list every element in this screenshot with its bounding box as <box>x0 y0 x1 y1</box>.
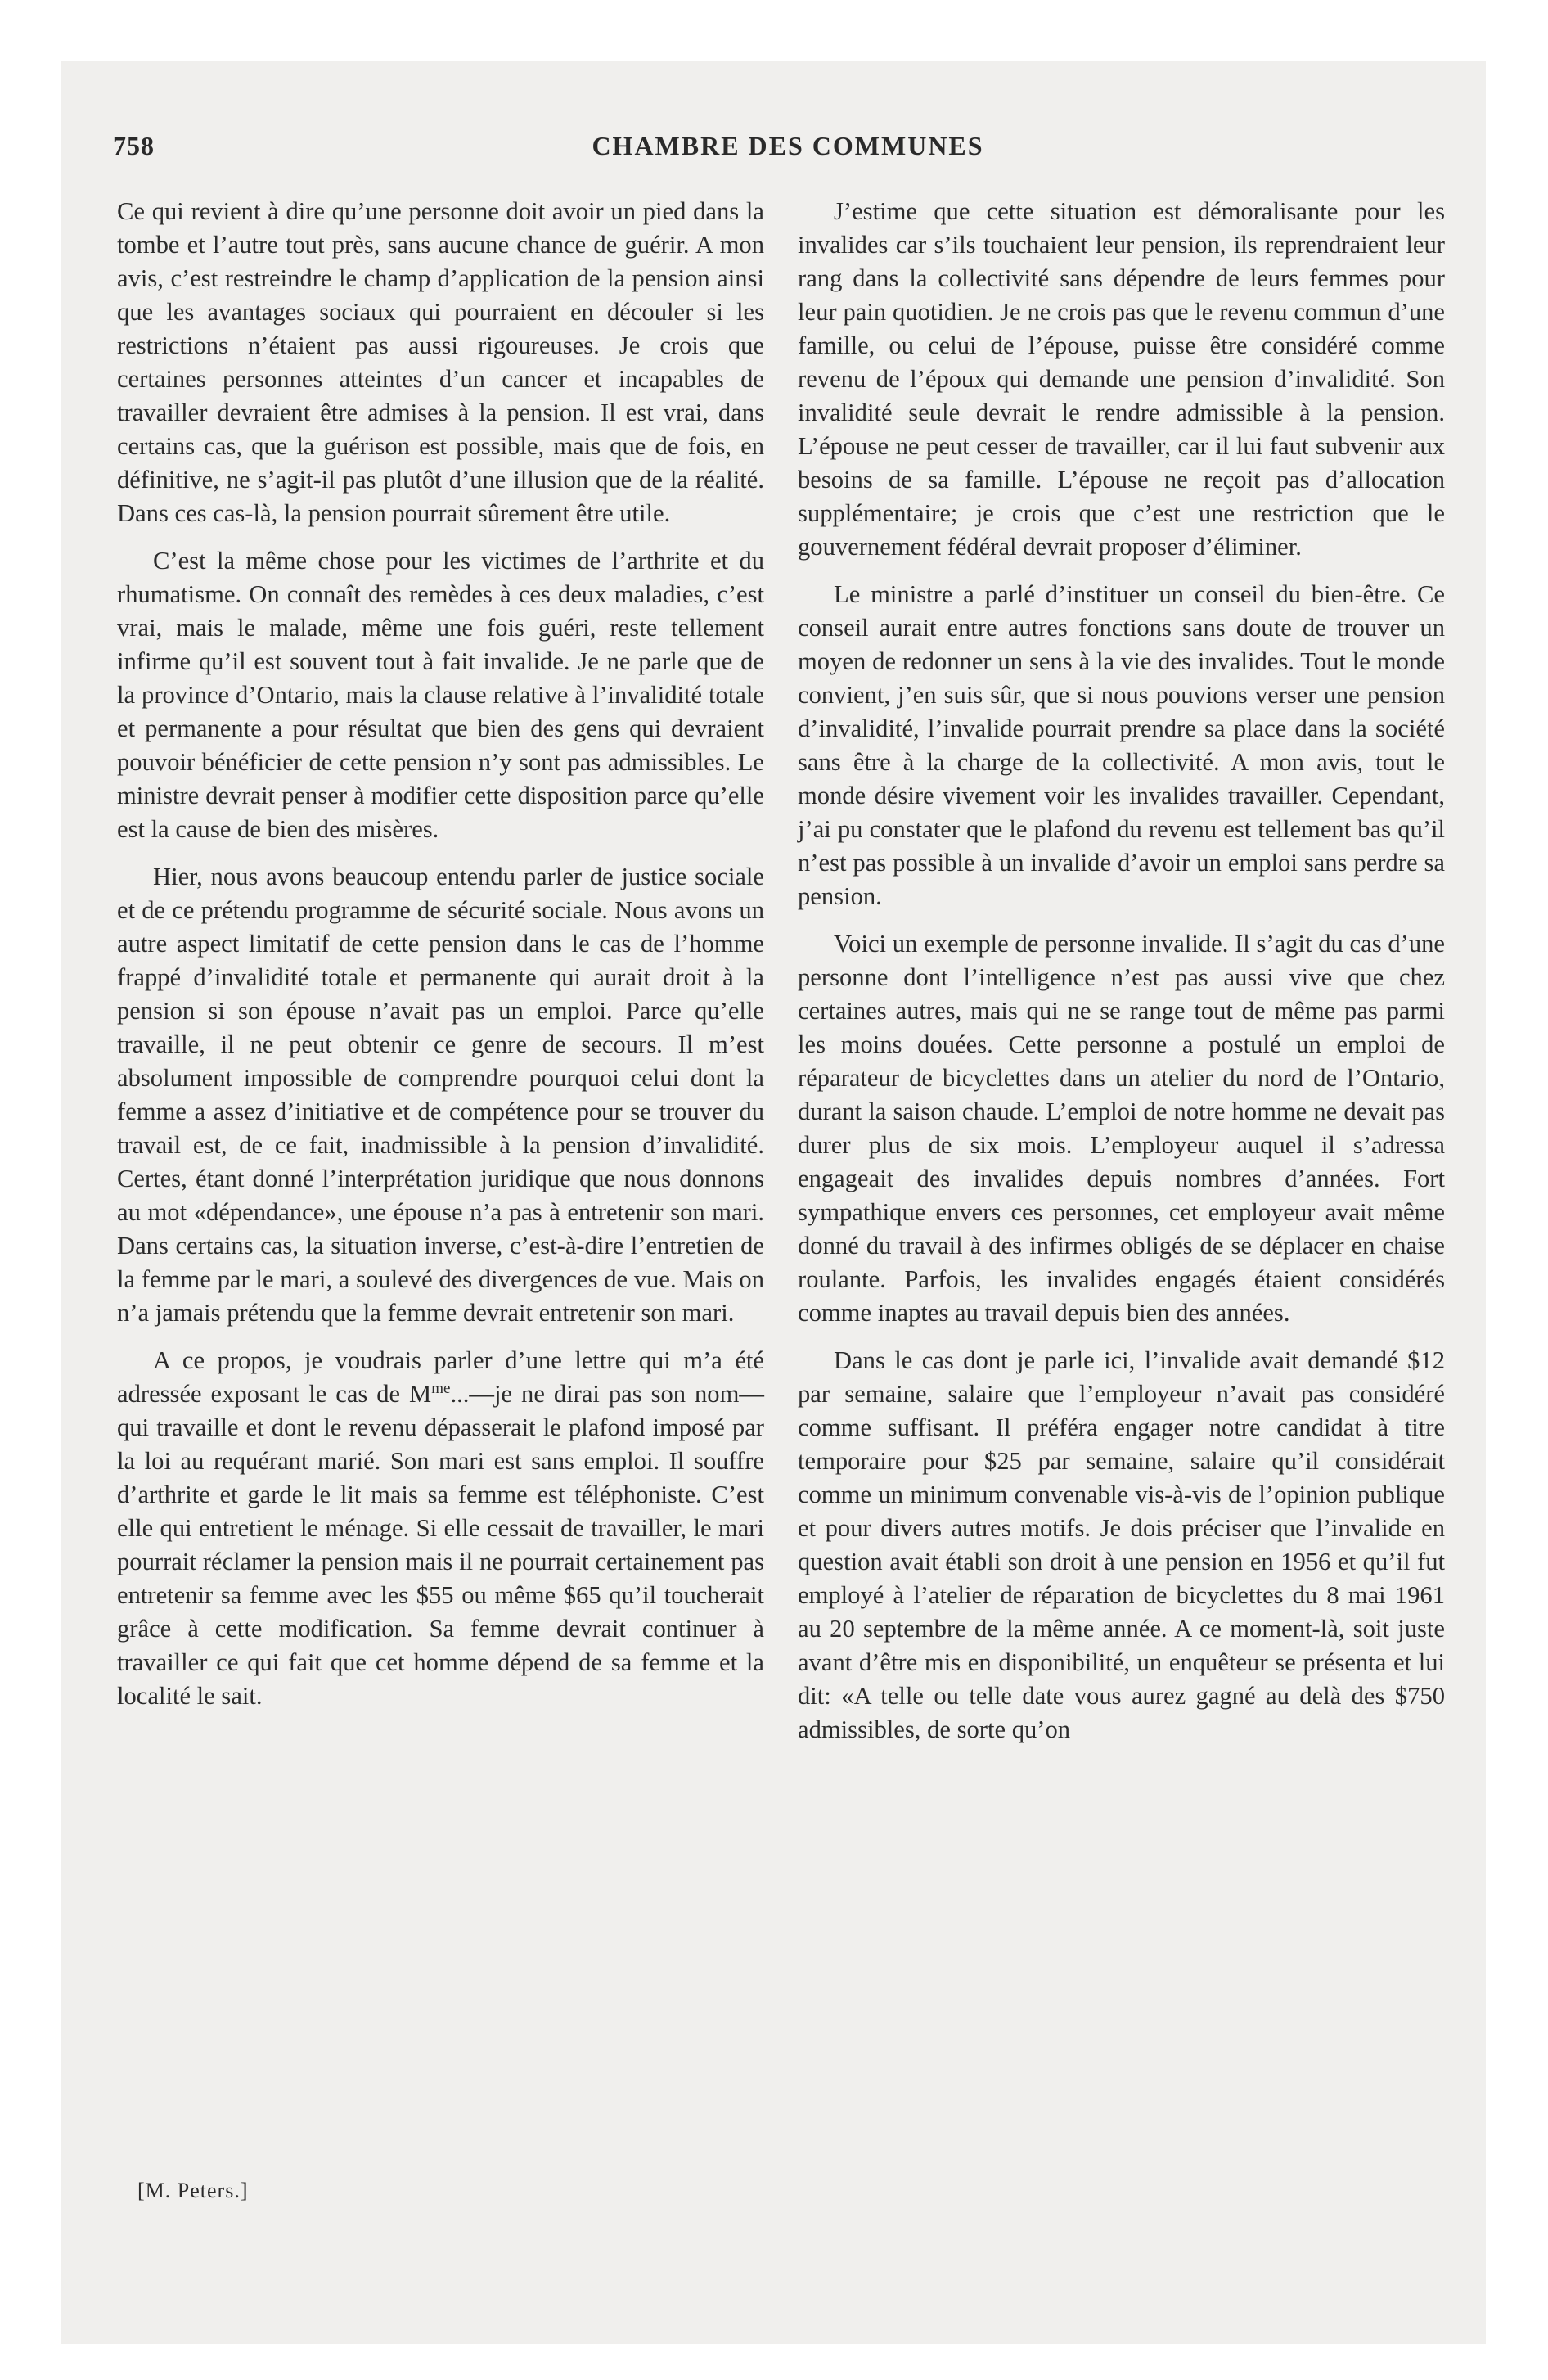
paragraph <box>117 1344 764 1713</box>
paragraph: Dans le cas dont je parle ici, l’invalide avait demandé $12 par semaine, salaire que l’employeur n’avait pas considéré comme suffisant. Il préféra engager notre candidat à titre temporaire pour $25 par semaine, salaire qu’il considérait comme un minimum convenable vis-à-vis de l’opinion publique et pour divers autres motifs. Je dois préciser que l’invalide en question avait établi son droit à une pension en 1956 et qu’il fut employé à l’atelier de réparation de bicyclettes du 8 mai 1961 au 20 septembre de la même année. A ce moment-là, soit juste avant d’être mis en disponibilité, un enquêteur se présenta et lui dit: «A telle ou telle date vous aurez gagné au delà des $750 admissibles, de sorte qu’on <box>798 1346 1445 1743</box>
left-column <box>117 195 764 1727</box>
superscript: me <box>431 1379 451 1397</box>
paragraph-text: ...—je ne dirai pas son nom—qui travaille et dont le revenu dépasserait le plafond imposé par la loi au requérant marié. Son mari est sans emploi. Il souffre d’arthrite et garde le lit mais sa femme est téléphoniste. C’est elle qui entretient le ménage. Si elle cessait de travailler, le mari pourrait réclamer la pension mais il ne pourrait certainement pas entretenir sa femme avec les $55 ou même $65 qu’il toucherait grâce à cette modification. Sa femme devrait continuer à travailler ce qui fait que cet homme dépend de sa femme et la localité le sait. <box>117 1380 764 1710</box>
speaker-attribution: [M. Peters.] <box>137 2179 249 2202</box>
running-head <box>113 131 1463 167</box>
page-number: 758 <box>113 131 155 160</box>
paragraph: Voici un exemple de personne invalide. Il s’agit du cas d’une personne dont l’intelligence n’est pas aussi vive que chez certaines autres, mais qui ne se range tout de même pas parmi les moins douées. Cette personne a postulé un emploi de réparateur de bicyclettes dans un atelier du nord de l’Ontario, durant la saison chaude. L’emploi de notre homme ne devait pas durer plus de six mois. L’employeur auquel il s’adressa engageait des invalides depuis nombres d’années. Fort sympathique envers ces personnes, cet employeur avait même donné du travail à des infirmes obligés de se déplacer en chaise roulante. Parfois, les invalides engagés étaient considérés comme inaptes au travail depuis bien des années. <box>798 930 1445 1327</box>
paragraph: Hier, nous avons beaucoup entendu parler de justice sociale et de ce prétendu programme de sécurité sociale. Nous avons un autre aspect limitatif de cette pension dans le cas de l’homme frappé d’invalidité totale et permanente qui aurait droit à la pension si son épouse n’avait pas un emploi. Parce qu’elle travaille, il ne peut obtenir ce genre de secours. Il m’est absolument impossible de comprendre pourquoi celui dont la femme a assez d’initiative et de compétence pour se trouver du travail est, de ce fait, inadmissible à la pension d’invalidité. Certes, étant donné l’interprétation juridique que nous donnons au mot «dépendance», une épouse n’a pas à entretenir son mari. Dans certains cas, la situation inverse, c’est-à-dire l’entretien de la femme par le mari, a soulevé des divergences de vue. Mais on n’a jamais prétendu que la femme devrait entretenir son mari. <box>117 863 764 1327</box>
paragraph: C’est la même chose pour les victimes de l’arthrite et du rhumatisme. On connaît des remèdes à ces deux maladies, c’est vrai, mais le malade, même une fois guéri, reste tellement infirme qu’il est souvent tout à fait invalide. Je ne parle que de la province d’Ontario, mais la clause relative à l’invalidité totale et permanente a pour résultat que bien des gens qui devraient pouvoir bénéficier de cette pension n’y sont pas admissibles. Le ministre devrait penser à modifier cette disposition parce qu’elle est la cause de bien des misères. <box>117 547 764 843</box>
right-column <box>798 195 1445 1760</box>
page-header: CHAMBRE DES COMMUNES <box>592 131 984 160</box>
paragraph: Ce qui revient à dire qu’une personne doit avoir un pied dans la tombe et l’autre tout près, sans aucune chance de guérir. A mon avis, c’est restreindre le champ d’application de la pension ainsi que les avantages sociaux qui pourraient en découler si les restrictions n’étaient pas aussi rigoureuses. Je crois que certaines personnes atteintes d’un cancer et incapables de travailler devraient être admises à la pension. Il est vrai, dans certains cas, que la guérison est possible, mais que de fois, en définitive, ne s’agit-il pas plutôt d’une illusion que de la réalité. Dans ces cas-là, la pension pourrait sûrement être utile. <box>117 197 764 527</box>
paragraph: J’estime que cette situation est démoralisante pour les invalides car s’ils touchaient leur pension, ils reprendraient leur rang dans la collectivité sans dépendre de leurs femmes pour leur pain quotidien. Je ne crois pas que le revenu commun d’une famille, ou celui de l’épouse, puisse être considéré comme revenu de l’époux qui demande une pension d’invalidité. Son invalidité seule devrait le rendre admissible à la pension. L’épouse ne peut cesser de travailler, car il lui faut subvenir aux besoins de sa famille. L’épouse ne reçoit pas d’allocation supplémentaire; je crois que c’est une restriction que le gouvernement fédéral devrait proposer d’éliminer. <box>798 197 1445 561</box>
paragraph: Le ministre a parlé d’instituer un conseil du bien-être. Ce conseil aurait entre autres fonctions sans doute de trouver un moyen de redonner un sens à la vie des invalides. Tout le monde convient, j’en suis sûr, que si nous pouvions verser une pension d’invalidité, l’invalide pourrait prendre sa place dans la société sans être à la charge de la collectivité. A mon avis, tout le monde désire vivement voir les invalides travailler. Cependant, j’ai pu constater que le plafond du revenu est tellement bas qu’il n’est pas possible à un invalide d’avoir un emploi sans perdre sa pension. <box>798 580 1445 910</box>
paragraph-text: A ce propos, je voudrais parler d’une lettre qui m’a été adressée exposant le cas de M <box>117 1346 764 1408</box>
